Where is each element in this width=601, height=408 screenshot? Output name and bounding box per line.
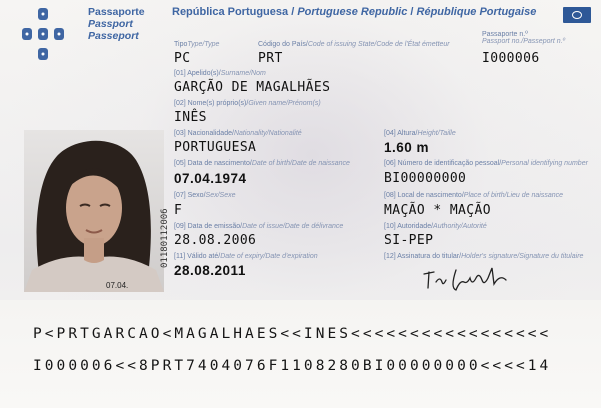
- nationality-label: [03] Nacionalidade/Nationality/Nationalité: [174, 130, 302, 137]
- mrz-zone: [0, 300, 601, 408]
- mrz-line-2: I000006<<8PRT7404076F1108280BI00000000<<<<14: [33, 358, 552, 374]
- dob-label: [05] Data de nascimento/Date of birth/Date de naissance: [174, 160, 350, 167]
- issuer-line: República Portuguesa / Portuguese Republic / République Portugaise: [172, 6, 537, 18]
- title-pt: Passaporte: [88, 6, 145, 18]
- sex-value: F: [174, 203, 183, 218]
- expiry-label: [11] Válido até/Date of expiry/Date d'expiration: [174, 253, 318, 260]
- signature-label: [12] Assinatura do titular/Holder's signature/Signature du titulaire: [384, 253, 584, 260]
- pob-value: MAÇÃO * MAÇÃO: [384, 203, 491, 218]
- surname-label: [01] Apelido(s)/Surname/Nom: [174, 70, 266, 77]
- country-code-value: PRT: [258, 51, 283, 66]
- surname-value: GARÇÃO DE MAGALHÃES: [174, 80, 331, 95]
- sex-label: [07] Sexo/Sex/Sexe: [174, 192, 236, 199]
- holder-portrait: [24, 130, 164, 292]
- authority-label: [10] Autoridade/Authority/Autorité: [384, 223, 487, 230]
- country-code-label: Código do País/Code of issuing State/Code de l'État émetteur: [258, 41, 450, 48]
- title-en: Passport: [88, 18, 133, 30]
- photo-date-stamp: 07.04.: [106, 281, 129, 290]
- biometric-chip-icon: [563, 7, 591, 23]
- document-titles: [88, 6, 145, 42]
- issuer-en: Portuguese Republic: [297, 6, 408, 18]
- document-serial-vertical: 01180112006: [160, 208, 170, 268]
- holder-signature: [420, 266, 530, 296]
- title-fr: Passeport: [88, 30, 139, 42]
- coat-of-arms-icon: [18, 6, 70, 68]
- issuer-pt: República Portuguesa: [172, 6, 289, 18]
- nationality-value: PORTUGUESA: [174, 140, 257, 155]
- issue-label: [09] Data de emissão/Date of issue/Date de délivrance: [174, 223, 344, 230]
- personal-no-value: BI00000000: [384, 171, 467, 186]
- issue-value: 28.08.2006: [174, 233, 257, 248]
- type-value: PC: [174, 51, 191, 66]
- given-name-value: INÊS: [174, 110, 207, 125]
- authority-value: SI-PEP: [384, 233, 434, 248]
- given-name-label: [02] Nome(s) próprio(s)/Given name/Prénom(s): [174, 100, 321, 107]
- holder-photo: [24, 130, 164, 292]
- personal-no-label: [06] Número de identificação pessoal/Personal identifying number: [384, 160, 588, 167]
- dob-value: 07.04.1974: [174, 171, 247, 186]
- passport-no-label: Passaporte n.º Passport no./Passeport n.º: [482, 31, 566, 45]
- type-label: TipoType/Type: [174, 41, 220, 48]
- pob-label: [08] Local de nascimento/Place of birth/Lieu de naissance: [384, 192, 564, 199]
- height-label: [04] Altura/Height/Taille: [384, 130, 456, 137]
- height-value: 1.60 m: [384, 140, 430, 155]
- issuer-fr: République Portugaise: [416, 6, 537, 18]
- expiry-value: 28.08.2011: [174, 263, 246, 278]
- mrz-line-1: P<PRTGARCAO<MAGALHAES<<INES<<<<<<<<<<<<<<<<<: [33, 326, 552, 342]
- passport-no-value: I000006: [482, 51, 540, 66]
